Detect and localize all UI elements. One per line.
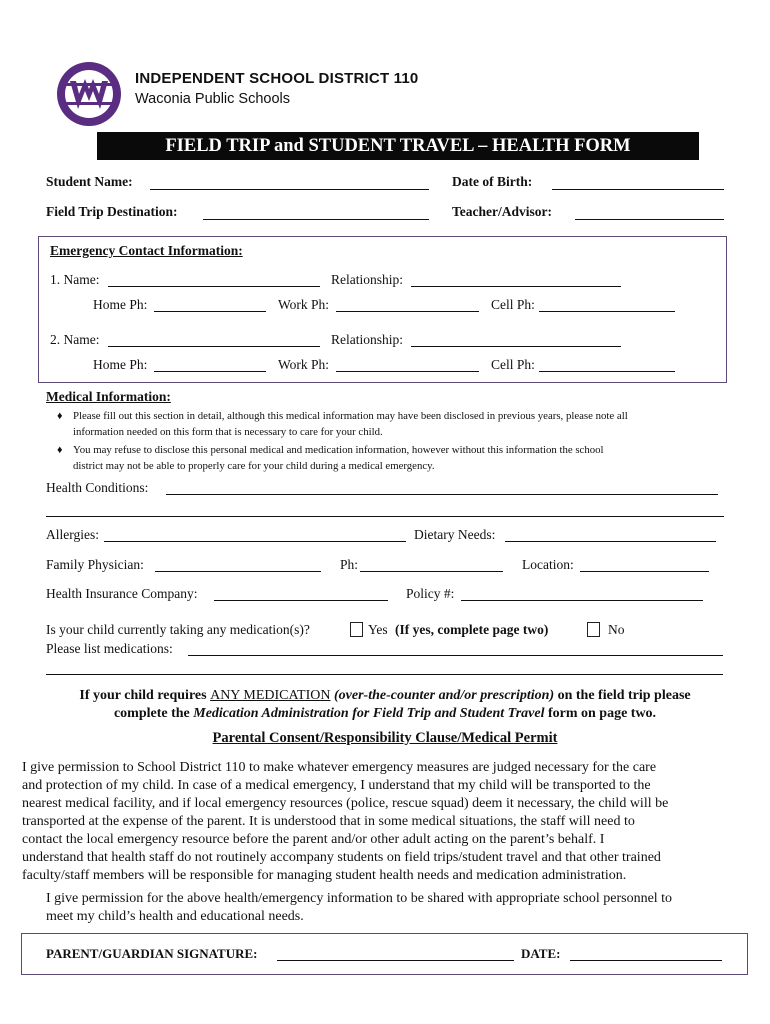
contact2-name-field[interactable] <box>108 346 320 347</box>
signature-label: PARENT/GUARDIAN SIGNATURE: <box>46 946 258 961</box>
medication-yes-checkbox[interactable] <box>350 622 363 637</box>
contact1-cell-field[interactable] <box>539 311 675 312</box>
notice-page-two: form on page two. <box>544 706 657 721</box>
consent-heading: Parental Consent/Responsibility Clause/Medical Permit <box>212 730 558 746</box>
contact2-home-label: Home Ph: <box>93 357 148 372</box>
teacher-field[interactable] <box>575 219 724 220</box>
consent-line: contact the local emergency resource before the parent and/or other adult acting on the parent’s behalf. I <box>22 832 605 847</box>
notice-form-name: Medication Administration for Field Trip and Student Travel <box>193 706 545 721</box>
consent-line: transported at the expense of the parent. It is understood that in some medical situations, the staff will need to <box>22 814 635 829</box>
student-name-label: Student Name: <box>46 174 133 189</box>
contact2-home-field[interactable] <box>154 371 266 372</box>
share-line: meet my child’s health and educational needs. <box>46 909 304 924</box>
health-conditions-field-2[interactable] <box>46 516 724 517</box>
notice-otc: (over-the-counter and/or prescription) <box>330 688 555 703</box>
contact1-home-label: Home Ph: <box>93 297 148 312</box>
allergies-label: Allergies: <box>46 527 99 542</box>
signature-date-field[interactable] <box>570 960 722 961</box>
bullet1-line2: information needed on this form that is necessary to care for your child. <box>73 426 383 438</box>
contact1-name-field[interactable] <box>108 286 320 287</box>
contact2-relationship-field[interactable] <box>411 346 621 347</box>
contact1-name-label: 1. Name: <box>50 272 100 287</box>
medication-notice-line1 <box>0 688 770 704</box>
list-medications-field-2[interactable] <box>46 674 723 675</box>
contact2-work-label: Work Ph: <box>278 357 330 372</box>
bullet-icon: ♦ <box>57 410 63 422</box>
notice-complete: complete the <box>113 706 194 721</box>
contact2-work-field[interactable] <box>336 371 479 372</box>
medication-notice-line2 <box>0 706 770 722</box>
bullet2-line1: You may refuse to disclose this personal medical and medication information, however without this information the school <box>73 444 604 456</box>
health-conditions-field[interactable] <box>166 494 718 495</box>
policy-label: Policy #: <box>406 586 455 601</box>
form-title: FIELD TRIP and STUDENT TRAVEL – HEALTH FORM <box>165 136 631 156</box>
dob-field[interactable] <box>552 189 724 190</box>
notice-any-medication: ANY MEDICATION <box>210 688 331 703</box>
medication-question: Is your child currently taking any medication(s)? <box>46 622 310 637</box>
bullet2-line2: district may not be able to properly care for your child during a medical emergency. <box>73 460 435 472</box>
teacher-label: Teacher/Advisor: <box>452 204 552 219</box>
emergency-heading: Emergency Contact Information: <box>50 243 243 258</box>
bullet1-line1: Please fill out this section in detail, although this medical information may have been disclosed in previous years, please note all <box>73 410 628 422</box>
consent-paragraph <box>22 759 762 885</box>
notice-text: If your child requires <box>79 688 211 703</box>
signature-field[interactable] <box>277 960 514 961</box>
contact1-work-field[interactable] <box>336 311 479 312</box>
student-name-field[interactable] <box>150 189 429 190</box>
contact1-relationship-field[interactable] <box>411 286 621 287</box>
date-label: DATE: <box>521 946 561 961</box>
contact1-relationship-label: Relationship: <box>331 272 403 287</box>
share-paragraph <box>46 890 672 926</box>
contact2-name-label: 2. Name: <box>50 332 100 347</box>
consent-line: nearest medical facility, and if local emergency resources (police, rescue squad) deem it necessary, the child will be <box>22 796 669 811</box>
physician-field[interactable] <box>155 571 321 572</box>
consent-line: and protection of my child. In case of a medical emergency, I understand that my child will be transported to the <box>22 778 651 793</box>
allergies-field[interactable] <box>104 541 406 542</box>
district-logo <box>56 61 122 127</box>
district-name: INDEPENDENT SCHOOL DISTRICT 110 <box>135 70 419 87</box>
physician-label: Family Physician: <box>46 557 144 572</box>
list-medications-field[interactable] <box>188 655 723 656</box>
list-medications-label: Please list medications: <box>46 641 173 656</box>
medical-heading: Medical Information: <box>46 389 171 404</box>
notice-text-end: on the field trip please <box>554 688 691 703</box>
dob-label: Date of Birth: <box>452 174 533 189</box>
medication-yes-note: (If yes, complete page two) <box>395 622 549 637</box>
destination-label: Field Trip Destination: <box>46 204 178 219</box>
contact2-cell-field[interactable] <box>539 371 675 372</box>
location-field[interactable] <box>580 571 709 572</box>
contact2-relationship-label: Relationship: <box>331 332 403 347</box>
medication-no-checkbox[interactable] <box>587 622 600 637</box>
dietary-field[interactable] <box>505 541 716 542</box>
insurance-field[interactable] <box>214 600 388 601</box>
share-line: I give permission for the above health/emergency information to be shared with appropriate school personnel to <box>46 891 673 906</box>
medication-yes-label: Yes <box>368 622 388 637</box>
contact1-cell-label: Cell Ph: <box>491 297 535 312</box>
contact1-work-label: Work Ph: <box>278 297 330 312</box>
insurance-label: Health Insurance Company: <box>46 586 198 601</box>
health-conditions-label: Health Conditions: <box>46 480 149 495</box>
contact1-home-field[interactable] <box>154 311 266 312</box>
physician-ph-label: Ph: <box>340 557 359 572</box>
consent-line: understand that health staff do not routinely accompany students on field trips/student travel and that other trained <box>22 850 661 865</box>
physician-ph-field[interactable] <box>360 571 503 572</box>
policy-field[interactable] <box>461 600 703 601</box>
contact2-cell-label: Cell Ph: <box>491 357 535 372</box>
consent-line: faculty/staff members will be responsible for managing student health needs and medication administration. <box>22 868 627 883</box>
bullet-icon: ♦ <box>57 444 63 456</box>
dietary-label: Dietary Needs: <box>414 527 496 542</box>
schools-name: Waconia Public Schools <box>135 91 291 107</box>
destination-field[interactable] <box>203 219 429 220</box>
consent-line: I give permission to School District 110 to make whatever emergency measures are judged necessary for the care <box>22 760 657 775</box>
location-label: Location: <box>522 557 574 572</box>
medication-no-label: No <box>608 622 625 637</box>
